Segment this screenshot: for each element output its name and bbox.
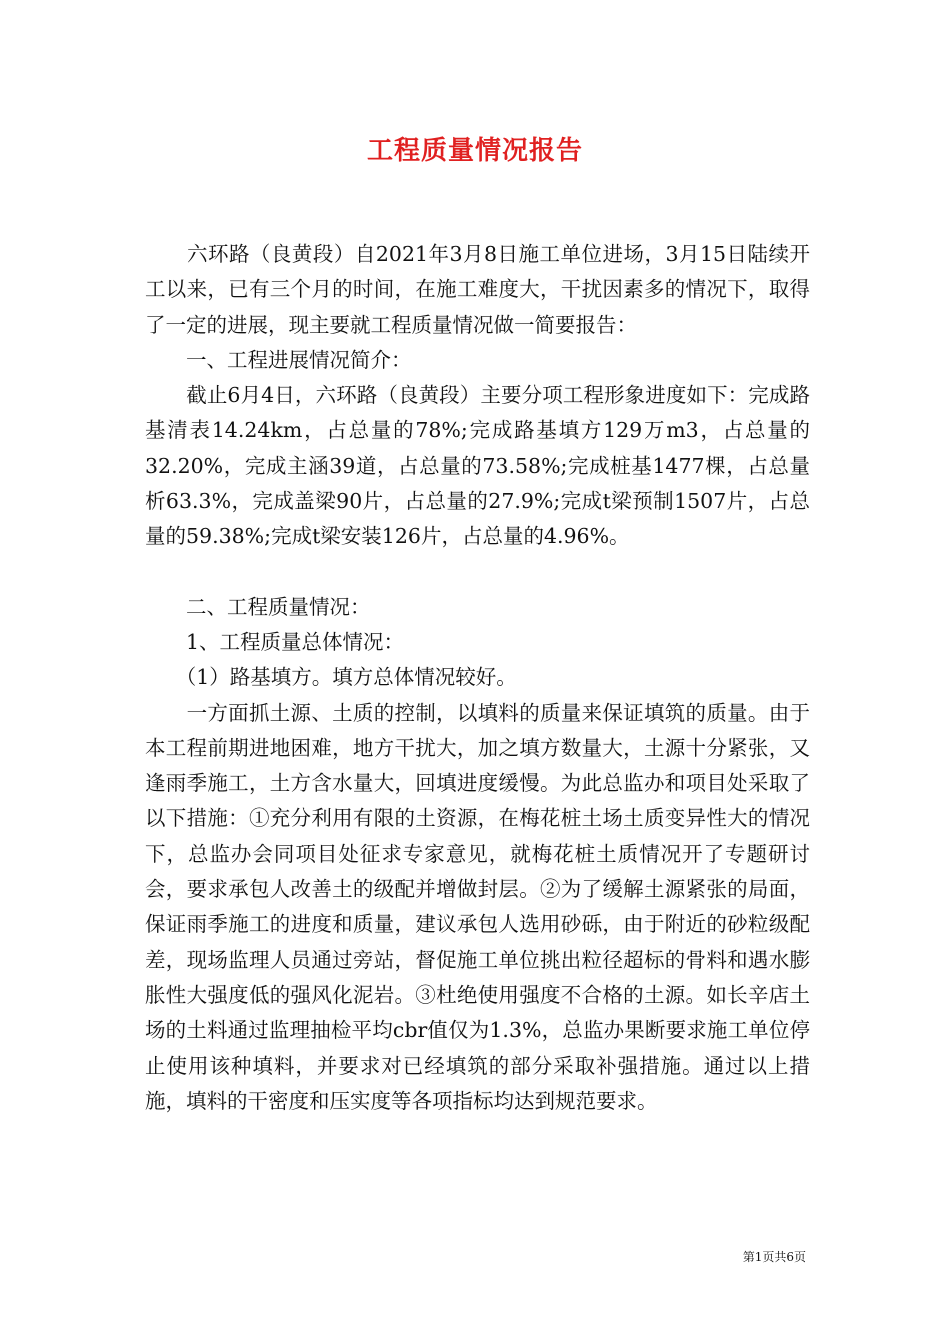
- paragraph-soil-control: 一方面抓土源、土质的控制，以填料的质量来保证填筑的质量。由于本工程前期进地困难，地方干扰大，加之填方数量大，土源十分紧张，又逢雨季施工，土方含水量大，回填进度缓慢。为此总监办和项目处采取了以下措施：①充分利用有限的土资源，在梅花桩土场土质变异性大的情况下，总监办会同项目处征求专家意见，就梅花桩土质情况开了专题研讨会，要求承包人改善土的级配并增做封层。②为了缓解土源紧张的局面，保证雨季施工的进度和质量，建议承包人选用砂砾，由于附近的砂粒级配差，现场监理人员通过旁站，督促施工单位挑出粒径超标的骨料和遇水膨胀性大强度低的强风化泥岩。③杜绝使用强度不合格的土源。如长辛店土场的土料通过监理抽检平均cbr值仅为1.3%，总监办果断要求施工单位停止使用该种填料，并要求对已经填筑的部分采取补强措施。通过以上措施，填料的干密度和压实度等各项指标均达到规范要求。: [145, 700, 810, 1113]
- document-body: [145, 237, 810, 1119]
- heading-subgrade-fill: （1）路基填方。填方总体情况较好。: [145, 665, 517, 690]
- paragraph-progress-details: 截止6月4日，六环路（良黄段）主要分项工程形象进度如下：完成路基清表14.24km，占总量的78%;完成路基填方129万m3，占总量的32.20%，完成主涵39道，占总量的73.58%;完成桩基1477棵，占总量析63.3%，完成盖梁90片，占总量的27.9%;完成t梁预制1507片，占总量的59.38%;完成t梁安装126片，占总量的4.96%。: [145, 383, 810, 549]
- document-title: 工程质量情况报告: [366, 136, 583, 166]
- page-number: 第1页共6页: [742, 1250, 806, 1264]
- paragraph-intro: 六环路（良黄段）自2021年3月8日施工单位进场，3月15日陆续开工以来，已有三个月的时间，在施工难度大，干扰因素多的情况下，取得了一定的进展，现主要就工程质量情况做一简要报告：: [145, 242, 810, 337]
- heading-overall-quality: 1、工程质量总体情况：: [145, 629, 405, 654]
- heading-quality-situation: 二、工程质量情况：: [145, 594, 371, 619]
- heading-progress-overview: 一、工程进展情况简介：: [145, 347, 412, 372]
